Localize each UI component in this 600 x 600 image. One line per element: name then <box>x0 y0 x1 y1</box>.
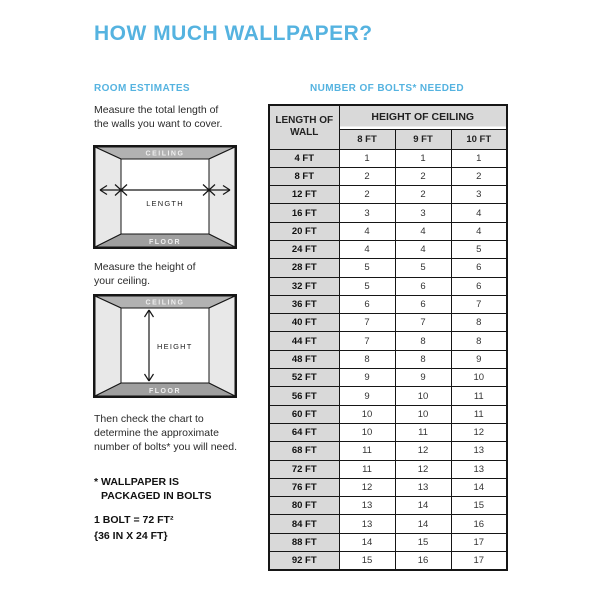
row-value: 9 <box>395 369 451 387</box>
instruction-line: your ceiling. <box>94 275 151 287</box>
table-row <box>269 350 507 368</box>
table-row <box>269 405 507 423</box>
length-label: LENGTH <box>146 199 184 208</box>
table-row <box>269 222 507 240</box>
row-value: 5 <box>395 259 451 277</box>
column-group-header: HEIGHT OF CEILING <box>339 105 507 129</box>
row-label: 16 FT <box>269 204 339 222</box>
row-label: 60 FT <box>269 405 339 423</box>
row-value: 4 <box>451 222 507 240</box>
row-label: 68 FT <box>269 442 339 460</box>
row-value: 13 <box>451 460 507 478</box>
row-value: 6 <box>451 277 507 295</box>
row-label: 72 FT <box>269 460 339 478</box>
row-label: 80 FT <box>269 497 339 515</box>
row-label: 64 FT <box>269 423 339 441</box>
row-label: 84 FT <box>269 515 339 533</box>
room-height-diagram <box>93 294 237 398</box>
row-label: 48 FT <box>269 350 339 368</box>
room-estimates-heading: ROOM ESTIMATES <box>94 83 190 94</box>
right-wall-panel <box>209 147 235 247</box>
row-value: 11 <box>451 405 507 423</box>
instruction-line: Then check the chart to <box>94 413 204 425</box>
row-value: 11 <box>339 460 395 478</box>
table-row <box>269 277 507 295</box>
instruction-line: Measure the total length of <box>94 104 219 116</box>
row-value: 6 <box>395 295 451 313</box>
page-title: HOW MUCH WALLPAPER? <box>94 22 373 45</box>
footnote-line: PACKAGED IN BOLTS <box>101 489 212 502</box>
row-value: 4 <box>395 240 451 258</box>
table-row <box>269 332 507 350</box>
table-row <box>269 497 507 515</box>
table-row <box>269 295 507 313</box>
row-value: 13 <box>339 515 395 533</box>
table-row <box>269 149 507 167</box>
row-value: 11 <box>395 423 451 441</box>
row-value: 3 <box>451 186 507 204</box>
row-value: 8 <box>451 332 507 350</box>
row-value: 3 <box>395 204 451 222</box>
row-value: 1 <box>451 149 507 167</box>
row-value: 10 <box>339 405 395 423</box>
row-value: 14 <box>395 515 451 533</box>
instruction-line: number of bolts* you will need. <box>94 441 237 453</box>
row-value: 15 <box>451 497 507 515</box>
instruction-line: Measure the height of <box>94 261 196 273</box>
ceiling-label: CEILING <box>145 299 185 307</box>
table-row <box>269 259 507 277</box>
row-value: 6 <box>339 295 395 313</box>
row-value: 9 <box>451 350 507 368</box>
row-value: 7 <box>339 332 395 350</box>
row-label: 88 FT <box>269 533 339 551</box>
row-label: 4 FT <box>269 149 339 167</box>
row-label: 24 FT <box>269 240 339 258</box>
row-value: 2 <box>339 167 395 185</box>
row-label: 40 FT <box>269 314 339 332</box>
row-value: 9 <box>339 369 395 387</box>
row-value: 10 <box>451 369 507 387</box>
row-value: 14 <box>339 533 395 551</box>
row-label: 32 FT <box>269 277 339 295</box>
row-value: 4 <box>451 204 507 222</box>
row-label: 44 FT <box>269 332 339 350</box>
room-length-diagram <box>93 145 237 249</box>
instruction-check-chart <box>94 412 264 454</box>
table-row <box>269 515 507 533</box>
column-header-8ft: 8 FT <box>339 129 395 149</box>
row-value: 2 <box>451 167 507 185</box>
row-value: 8 <box>395 332 451 350</box>
table-row <box>269 478 507 496</box>
table-row <box>269 387 507 405</box>
row-value: 1 <box>395 149 451 167</box>
row-value: 8 <box>395 350 451 368</box>
row-value: 10 <box>339 423 395 441</box>
table-row <box>269 423 507 441</box>
row-value: 10 <box>395 387 451 405</box>
row-value: 11 <box>339 442 395 460</box>
table-row <box>269 369 507 387</box>
table-row <box>269 240 507 258</box>
table-row <box>269 186 507 204</box>
ceiling-label: CEILING <box>145 150 185 158</box>
row-value: 5 <box>339 259 395 277</box>
row-value: 17 <box>451 552 507 570</box>
row-value: 14 <box>451 478 507 496</box>
row-value: 12 <box>339 478 395 496</box>
row-value: 13 <box>395 478 451 496</box>
row-label: 20 FT <box>269 222 339 240</box>
table-row <box>269 533 507 551</box>
table-row <box>269 442 507 460</box>
instruction-line: determine the approximate <box>94 427 219 439</box>
row-value: 9 <box>339 387 395 405</box>
column-header-10ft: 10 FT <box>451 129 507 149</box>
row-value: 4 <box>395 222 451 240</box>
row-label: 92 FT <box>269 552 339 570</box>
right-wall-panel <box>209 296 235 396</box>
row-value: 17 <box>451 533 507 551</box>
row-value: 2 <box>395 167 451 185</box>
row-label: 52 FT <box>269 369 339 387</box>
row-value: 6 <box>395 277 451 295</box>
row-value: 8 <box>451 314 507 332</box>
row-value: 16 <box>451 515 507 533</box>
row-group-header: LENGTH OF WALL <box>269 105 339 149</box>
footnote-bolts-packaging <box>94 476 264 503</box>
left-wall-panel <box>95 147 121 247</box>
table-row <box>269 167 507 185</box>
row-value: 13 <box>451 442 507 460</box>
row-value: 12 <box>395 460 451 478</box>
row-value: 5 <box>339 277 395 295</box>
bolts-table <box>268 104 508 571</box>
row-label: 56 FT <box>269 387 339 405</box>
row-value: 7 <box>339 314 395 332</box>
footnote-bolt-size <box>94 512 264 544</box>
row-value: 11 <box>451 387 507 405</box>
instruction-measure-height <box>94 260 264 288</box>
row-value: 15 <box>339 552 395 570</box>
row-value: 3 <box>339 204 395 222</box>
bolts-table-body <box>269 149 507 570</box>
left-wall-panel <box>95 296 121 396</box>
row-label: 12 FT <box>269 186 339 204</box>
row-value: 2 <box>395 186 451 204</box>
row-value: 10 <box>395 405 451 423</box>
floor-label: FLOOR <box>149 239 181 246</box>
height-label: HEIGHT <box>157 342 193 351</box>
row-value: 13 <box>339 497 395 515</box>
table-row <box>269 314 507 332</box>
row-value: 15 <box>395 533 451 551</box>
row-label: 76 FT <box>269 478 339 496</box>
row-value: 12 <box>451 423 507 441</box>
row-label: 36 FT <box>269 295 339 313</box>
row-value: 6 <box>451 259 507 277</box>
bolts-table-heading: NUMBER OF BOLTS* NEEDED <box>309 83 465 94</box>
row-value: 1 <box>339 149 395 167</box>
table-row <box>269 552 507 570</box>
row-value: 2 <box>339 186 395 204</box>
row-value: 7 <box>395 314 451 332</box>
row-value: 8 <box>339 350 395 368</box>
column-header-9ft: 9 FT <box>395 129 451 149</box>
row-value: 7 <box>451 295 507 313</box>
row-value: 12 <box>395 442 451 460</box>
table-row <box>269 204 507 222</box>
row-value: 5 <box>451 240 507 258</box>
footnote-line: 1 BOLT = 72 FT² <box>94 514 174 526</box>
instruction-line: the walls you want to cover. <box>94 118 223 130</box>
row-label: 28 FT <box>269 259 339 277</box>
row-label: 8 FT <box>269 167 339 185</box>
back-wall-panel <box>121 159 209 234</box>
row-value: 4 <box>339 240 395 258</box>
row-value: 14 <box>395 497 451 515</box>
instruction-measure-length <box>94 103 264 131</box>
footnote-line: {36 IN X 24 FT} <box>94 530 168 542</box>
floor-label: FLOOR <box>149 388 181 395</box>
footnote-line: * WALLPAPER IS <box>94 476 179 488</box>
row-value: 16 <box>395 552 451 570</box>
table-row <box>269 460 507 478</box>
row-value: 4 <box>339 222 395 240</box>
